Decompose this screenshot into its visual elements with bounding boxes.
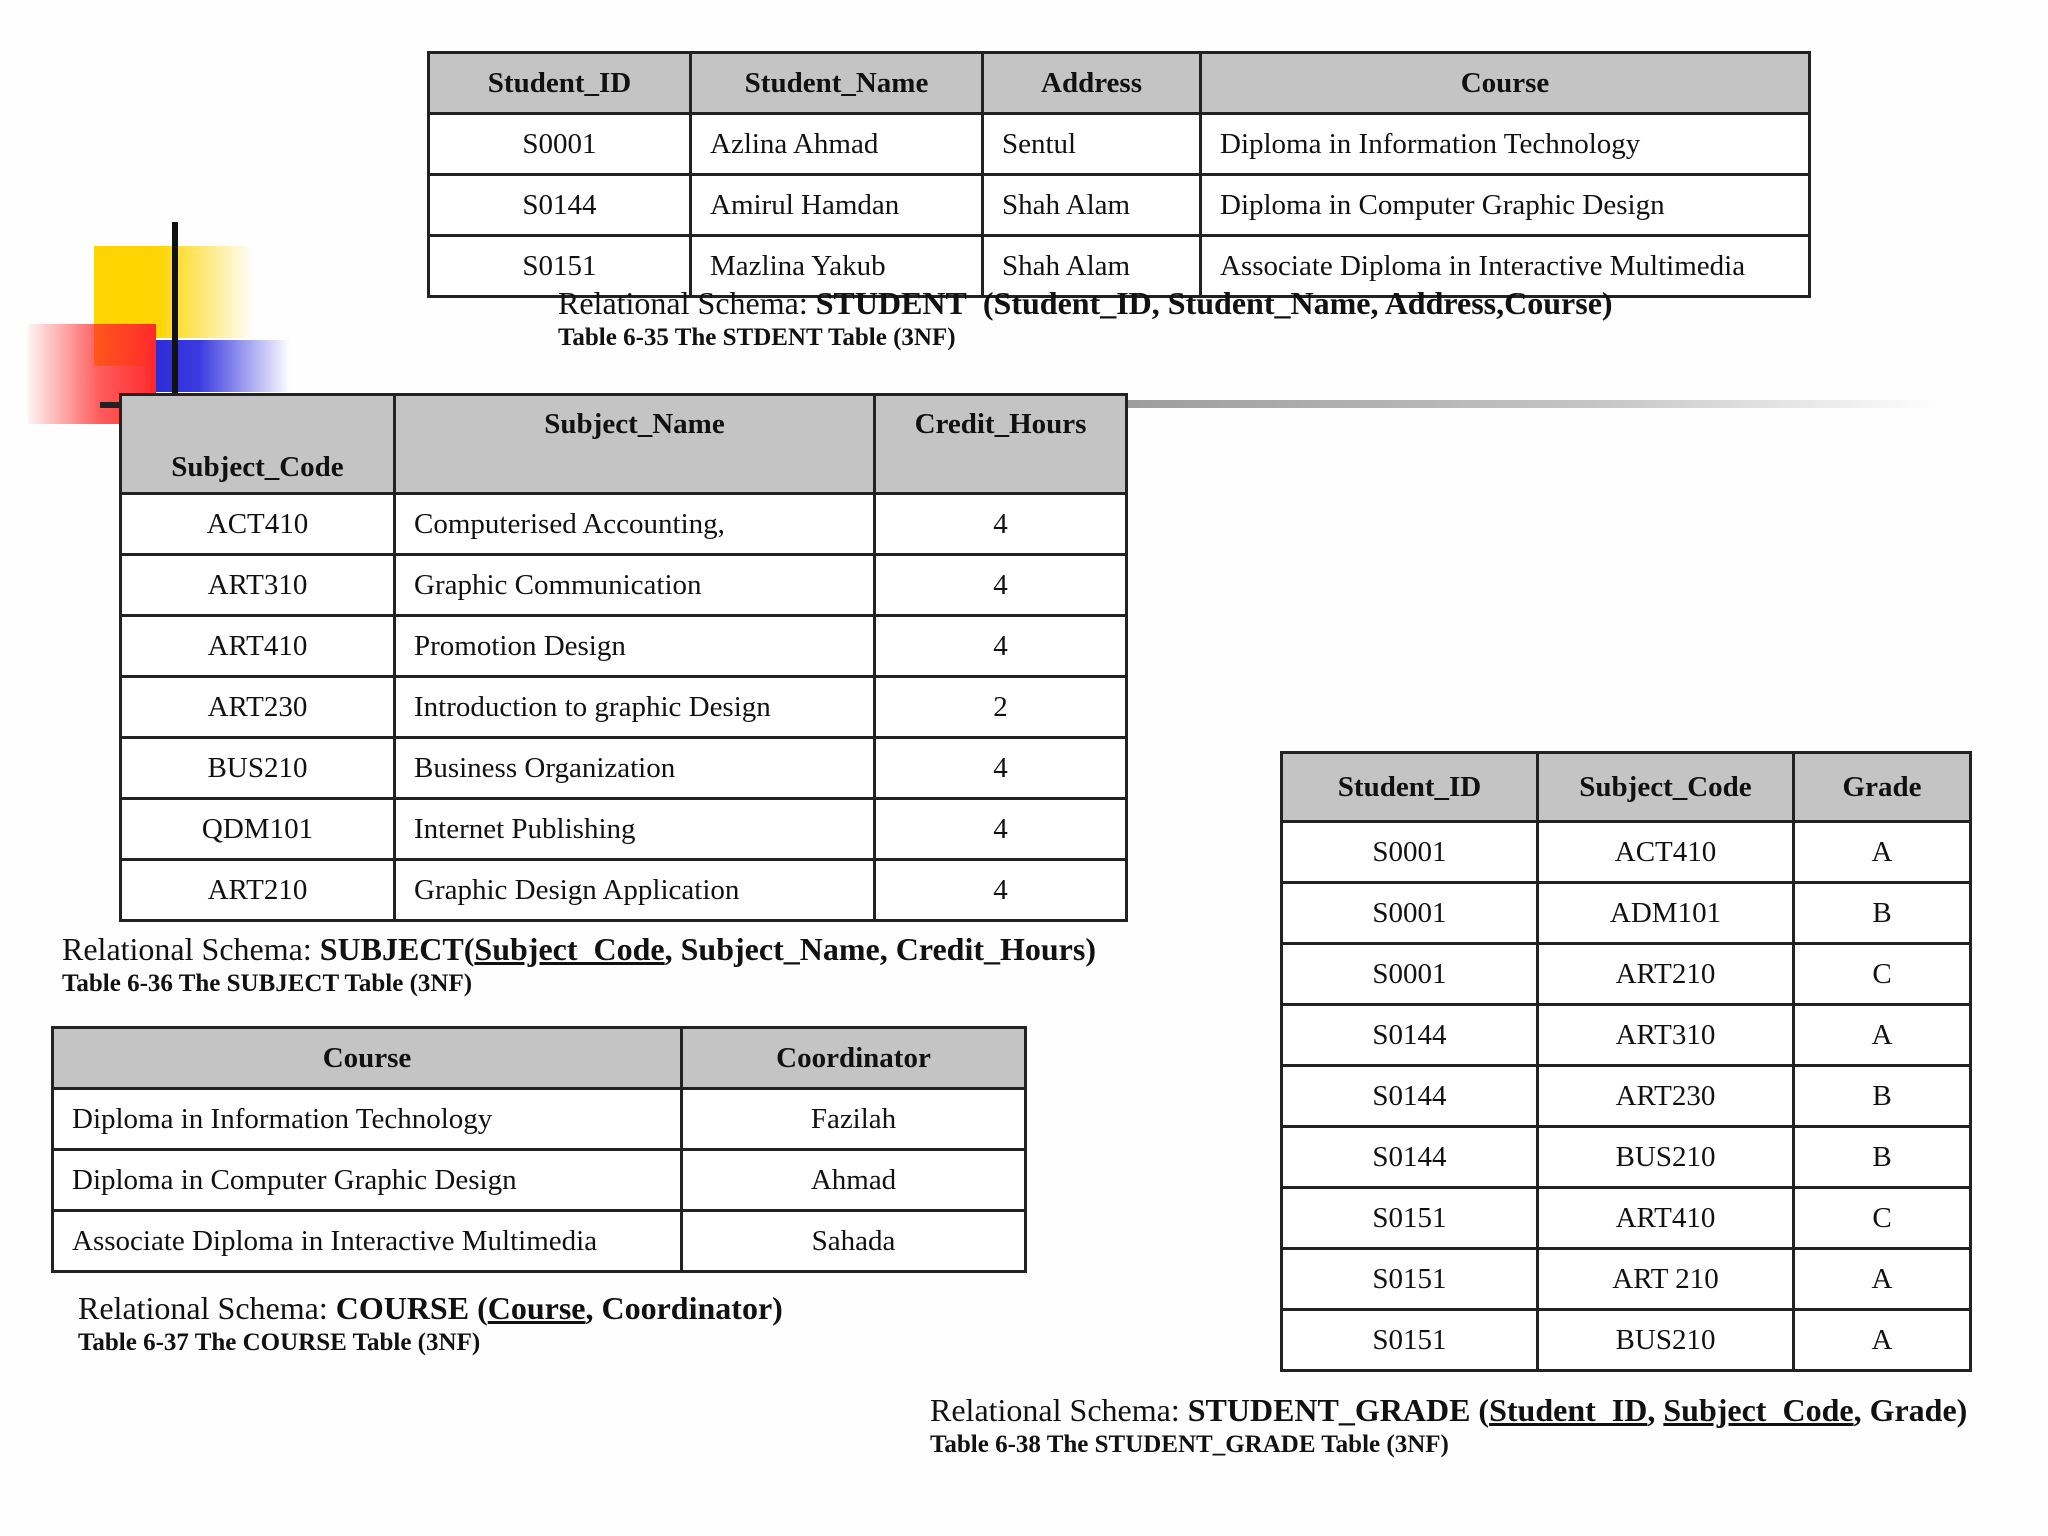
table-cell: ADM101 [1538,883,1794,944]
table-cell: Graphic Design Application [395,860,875,921]
table-cell: Associate Diploma in Interactive Multimedia [1201,236,1810,297]
table-cell: Shah Alam [983,236,1201,297]
table-cell: S0151 [429,236,691,297]
student-caption [558,285,1613,352]
schema-primary-key: Subject_Code [1663,1392,1854,1428]
table-cell: Promotion Design [395,616,875,677]
table-cell: S0151 [1282,1249,1538,1310]
table-row [121,738,1127,799]
table-cell: C [1794,944,1971,1005]
table-cell: B [1794,883,1971,944]
table-row [121,555,1127,616]
table-cell: A [1794,1310,1971,1371]
column-header: Subject_Code [1538,753,1794,822]
table-cell: S0001 [1282,944,1538,1005]
schema-attributes: (Student_ID, Student_Name, Address,Course) [982,285,1613,321]
column-header: Student_ID [429,53,691,114]
table-cell: ART 210 [1538,1249,1794,1310]
table-row [1282,1310,1971,1371]
table-row [1282,1127,1971,1188]
subject-table [119,393,1128,922]
table-cell: C [1794,1188,1971,1249]
table-header-row [53,1028,1026,1089]
table-cell: A [1794,1005,1971,1066]
table-cell: ART410 [1538,1188,1794,1249]
schema-prefix: Relational Schema: [62,931,320,967]
table-cell: 4 [875,494,1127,555]
course-schema [78,1290,783,1327]
table-caption: Table 6‑37 The COURSE Table (3NF) [78,1329,481,1356]
table-row [53,1211,1026,1272]
schema-attributes: , Grade) [1853,1392,1968,1428]
table-cell: Ahmad [682,1150,1026,1211]
table-cell: Diploma in Information Technology [1201,114,1810,175]
table-cell: Computerised Accounting, [395,494,875,555]
schema-primary-key: Course [487,1290,586,1326]
table-cell: ART210 [1538,944,1794,1005]
table-cell: S0151 [1282,1310,1538,1371]
student-grade-caption [930,1392,1967,1459]
table-row [53,1150,1026,1211]
student-grade-schema [930,1392,1967,1429]
table-row [121,860,1127,921]
schema-prefix: Relational Schema: [930,1392,1188,1428]
schema-primary-key: Student_ID [1489,1392,1648,1428]
column-header: Subject_Name [395,395,875,494]
table-row [1282,883,1971,944]
column-header: Coordinator [682,1028,1026,1089]
table-row [121,494,1127,555]
decorative-blue-square [150,340,290,392]
table-cell: Sahada [682,1211,1026,1272]
table-cell: 4 [875,799,1127,860]
table-caption: Table 6‑36 The SUBJECT Table (3NF) [62,970,473,997]
table-cell: S0144 [1282,1005,1538,1066]
table-cell: B [1794,1127,1971,1188]
table-row [429,175,1810,236]
table-cell: 4 [875,860,1127,921]
column-header: Grade [1794,753,1971,822]
table-row [1282,944,1971,1005]
table-row [121,616,1127,677]
table-row [1282,1005,1971,1066]
table-cell: Internet Publishing [395,799,875,860]
table-cell: ART410 [121,616,395,677]
table-cell: Fazilah [682,1089,1026,1150]
table-cell: Graphic Communication [395,555,875,616]
table-cell: S0144 [1282,1066,1538,1127]
decorative-gradient-rule [1100,400,1940,408]
table-cell: ACT410 [121,494,395,555]
schema-entity: STUDENT [815,285,967,321]
table-row [1282,1188,1971,1249]
table-cell: Business Organization [395,738,875,799]
column-header: Credit_Hours [875,395,1127,494]
schema-attributes: , Coordinator) [585,1290,783,1326]
schema-prefix: Relational Schema: [558,285,816,321]
table-row [121,799,1127,860]
table-cell: A [1794,1249,1971,1310]
schema-entity: STUDENT_GRADE ( [1187,1392,1490,1428]
table-cell: Sentul [983,114,1201,175]
table-cell: S0001 [1282,822,1538,883]
table-cell: ART310 [1538,1005,1794,1066]
table-cell: QDM101 [121,799,395,860]
table-caption: Table 6‑38 The STUDENT_GRADE Table (3NF) [930,1431,1449,1458]
column-header: Course [53,1028,682,1089]
table-cell: B [1794,1066,1971,1127]
table-header-row [1282,753,1971,822]
column-header: Student_ID [1282,753,1538,822]
table-cell: ART230 [121,677,395,738]
table-cell: Diploma in Computer Graphic Design [53,1150,682,1211]
table-cell: Diploma in Computer Graphic Design [1201,175,1810,236]
schema-prefix: Relational Schema: [78,1290,336,1326]
table-row [1282,822,1971,883]
table-cell: Shah Alam [983,175,1201,236]
table-cell: S0151 [1282,1188,1538,1249]
table-cell: ACT410 [1538,822,1794,883]
column-header: Course [1201,53,1810,114]
table-row [1282,1249,1971,1310]
table-cell: 2 [875,677,1127,738]
schema-entity: SUBJECT( [319,931,475,967]
table-cell: Associate Diploma in Interactive Multimedia [53,1211,682,1272]
table-row [53,1089,1026,1150]
table-cell: BUS210 [1538,1310,1794,1371]
table-cell: A [1794,822,1971,883]
table-row [121,677,1127,738]
table-cell: Mazlina Yakub [691,236,983,297]
subject-caption [62,931,1096,998]
student-grade-table [1280,751,1972,1372]
table-cell: Introduction to graphic Design [395,677,875,738]
table-row [1282,1066,1971,1127]
table-cell: Azlina Ahmad [691,114,983,175]
table-cell: 4 [875,555,1127,616]
student-table [427,51,1811,298]
table-cell: ART310 [121,555,395,616]
table-cell: BUS210 [1538,1127,1794,1188]
schema-entity: COURSE ( [335,1290,488,1326]
table-cell: S0144 [1282,1127,1538,1188]
table-caption: Table 6‑35 The STDENT Table (3NF) [558,324,956,351]
schema-primary-key: Subject_Code [474,931,665,967]
table-cell: ART210 [121,860,395,921]
column-header: Address [983,53,1201,114]
table-header-row [429,53,1810,114]
schema-attributes: , Subject_Name, Credit_Hours) [664,931,1096,967]
student-schema [558,285,1613,322]
table-row [429,114,1810,175]
table-cell: Diploma in Information Technology [53,1089,682,1150]
table-cell: 4 [875,616,1127,677]
table-cell: S0144 [429,175,691,236]
decorative-vertical-line [172,222,178,408]
table-cell: S0001 [429,114,691,175]
schema-separator: , [1647,1392,1664,1428]
course-table [51,1026,1027,1273]
table-cell: S0001 [1282,883,1538,944]
table-cell: 4 [875,738,1127,799]
subject-schema [62,931,1096,968]
column-header: Subject_Code [121,395,395,494]
course-caption [78,1290,783,1357]
table-cell: Amirul Hamdan [691,175,983,236]
table-cell: BUS210 [121,738,395,799]
table-header-row [121,395,1127,494]
column-header: Student_Name [691,53,983,114]
table-cell: ART230 [1538,1066,1794,1127]
